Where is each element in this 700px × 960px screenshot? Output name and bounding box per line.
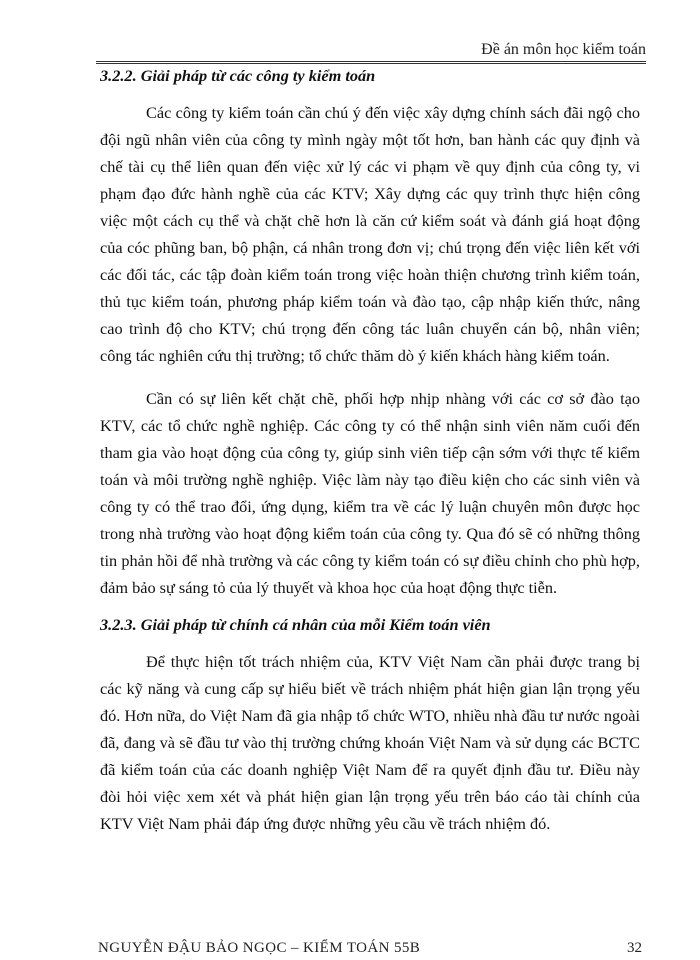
running-header-title: Đề án môn học kiểm toán	[481, 41, 646, 58]
paragraph: Để thực hiện tốt trách nhiệm của, KTV Việt Nam cần phải được trang bị các kỹ năng và cung cấp sự hiểu biết về trách nhiệm phát hiện gian lận trọng yếu đó. Hơn nữa, do Việt Nam đã gia nhập tổ chức WTO, nhiều nhà đầu tư nước ngoài đã, đang và sẽ đầu tư vào thị trường chứng khoán Việt Nam và sử dụng các BCTC đã kiểm toán của các doanh nghiệp Việt Nam để ra quyết định đầu tư. Điều này đòi hỏi việc xem xét và phát hiện gian lận trọng yếu trên báo cáo tài chính của KTV Việt Nam phải đáp ứng được những yêu cầu về trách nhiệm đó.	[100, 652, 640, 833]
page-number: 32	[627, 940, 642, 956]
footer-author: NGUYỄN ĐẬU BẢO NGỌC – KIỂM TOÁN 55B	[98, 940, 421, 956]
section-heading-3-2-2: 3.2.2. Giải pháp từ các công ty kiểm toán	[100, 66, 376, 85]
section-heading-3-2-3: 3.2.3. Giải pháp từ chính cá nhân của mỗi Kiểm toán viên	[100, 615, 491, 634]
paragraph: Các công ty kiểm toán cần chú ý đến việc xây dựng chính sách đãi ngộ cho đội ngũ nhân viên của công ty mình ngày một tốt hơn, ban hành các quy định và chế tài cụ thể liên quan đến việc xử lý các vi phạm về quy định của công ty, vi phạm đạo đức hành nghề của các KTV; Xây dựng các quy trình thực hiện công việc một cách cụ thể và chặt chẽ hơn là căn cứ kiểm soát và đánh giá hoạt động của cóc phũng ban, bộ phận, cá nhân trong đơn vị; chú trọng đến việc liên kết với các đối tác, các tập đoàn kiểm toán trong việc hoàn thiện chương trình kiểm toán, thủ tục kiểm toán, phương pháp kiểm toán và đào tạo, cập nhập kiến thức, nâng cao trình độ cho KTV; chú trọng đến công tác luân chuyển cán bộ, nhân viên; công tác nghiên cứu thị trường; tổ chức thăm dò ý kiến khách hàng kiểm toán.	[100, 103, 640, 365]
document-body	[100, 60, 640, 845]
paragraph: Cần có sự liên kết chặt chẽ, phối hợp nhịp nhàng với các cơ sở đào tạo KTV, các tổ chức nghề nghiệp. Các công ty có thể nhận sinh viên năm cuối đến tham gia vào hoạt động của công ty, giúp sinh viên tiếp cận sớm với thực tế kiểm toán và môi trường nghề nghiệp. Việc làm này tạo điều kiện cho các sinh viên và công ty có thể trao đổi, ứng dụng, kiểm tra về các lý luận chuyên môn được học trong nhà trường vào hoạt động kiểm toán của công ty. Qua đó sẽ có những thông tin phản hồi để nhà trường và các công ty kiểm toán có sự điều chỉnh cho phù hợp, đảm bảo sự sáng tỏ của lý thuyết và khoa học của hoạt động thực tiễn.	[100, 389, 640, 597]
